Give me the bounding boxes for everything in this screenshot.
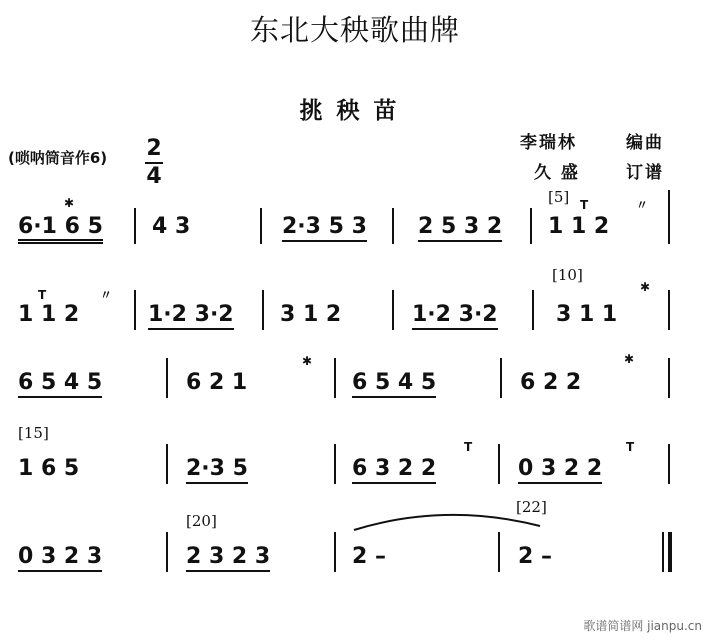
measure-label-22: [22] — [516, 498, 547, 516]
measure-notes: 6 5 4 5 — [352, 370, 436, 398]
ornament-t-icon: T — [464, 440, 473, 454]
measure-notes: 2 – — [352, 544, 386, 569]
measure — [280, 302, 341, 327]
measure — [186, 456, 248, 481]
measure-notes: 3 1 1 — [556, 302, 618, 327]
measure — [18, 370, 102, 395]
watermark: 歌谱简谱网 jianpu.cn — [583, 619, 702, 633]
measure-notes: 4 3 — [152, 214, 191, 239]
measure-notes: 2 3 2 3 — [186, 544, 270, 572]
barline — [166, 532, 168, 572]
measure — [152, 214, 190, 239]
final-barline — [668, 532, 672, 572]
measure-notes: 3 1 2 — [280, 302, 342, 327]
transcriber-name: 久 盛 — [534, 163, 580, 183]
ornament-star-icon: ✱ — [640, 280, 651, 294]
ornament-star-icon: ✱ — [302, 354, 313, 368]
barline — [166, 444, 168, 484]
barline — [530, 208, 532, 244]
song-title: 挑秧苗 — [299, 98, 411, 124]
measure — [282, 214, 367, 239]
barline — [134, 290, 136, 330]
measure — [18, 456, 79, 481]
measure — [352, 456, 436, 481]
barline — [532, 290, 534, 330]
barline — [334, 444, 336, 484]
measure — [186, 370, 247, 395]
ornament-t-icon: T — [580, 198, 589, 212]
barline — [262, 290, 264, 330]
barline — [134, 208, 136, 244]
measure — [18, 544, 102, 569]
barline — [668, 290, 670, 330]
measure — [548, 214, 609, 239]
measure — [18, 302, 79, 327]
measure — [18, 214, 103, 239]
barline — [668, 444, 670, 484]
measure-notes: 1·2 3·2 — [412, 302, 498, 330]
time-signature-bottom: 4 — [146, 164, 162, 189]
barline — [334, 532, 336, 572]
transcriber-role: 订谱 — [626, 163, 664, 183]
measure-notes: 2 5 3 2 — [418, 214, 502, 242]
ornament-trill-icon: 〃 — [636, 198, 649, 212]
measure-notes: 2·3 5 3 — [282, 214, 367, 242]
tie-arc — [350, 510, 550, 540]
barline — [334, 358, 336, 398]
measure-label-5: [5] — [548, 188, 570, 206]
ornament-star-icon: ✱ — [624, 352, 635, 366]
measure-label-15: [15] — [18, 424, 49, 442]
measure — [518, 456, 602, 481]
measure — [556, 302, 617, 327]
barline — [500, 358, 502, 398]
measure-notes: 6 5 4 5 — [18, 370, 102, 398]
barline — [668, 190, 670, 244]
measure — [148, 302, 234, 327]
measure-notes: 0 3 2 3 — [18, 544, 102, 572]
measure-notes: 1 1 2 — [548, 214, 610, 239]
measure-notes: 6 2 1 — [186, 370, 248, 395]
measure-notes: 6 2 2 — [520, 370, 582, 395]
arranger-name: 李瑞林 — [520, 133, 577, 153]
measure-notes: 6 3 2 2 — [352, 456, 436, 484]
measure — [412, 302, 498, 327]
barline — [260, 208, 262, 244]
barline — [392, 290, 394, 330]
time-signature-top: 2 — [146, 136, 162, 161]
measure — [518, 544, 552, 569]
ornament-t-icon: T — [38, 288, 47, 302]
measure — [352, 370, 436, 395]
ornament-t-icon: T — [626, 440, 635, 454]
measure-notes: 6·1 6 5 — [18, 214, 103, 244]
measure-notes: 2 – — [518, 544, 552, 569]
song-collection-title: 东北大秧歌曲牌 — [249, 13, 460, 47]
ornament-star-icon: ✱ — [64, 196, 75, 210]
measure-notes: 1·2 3·2 — [148, 302, 234, 330]
ornament-trill-icon: 〃 — [100, 288, 113, 302]
measure-notes: 1 6 5 — [18, 456, 80, 481]
measure — [186, 544, 270, 569]
measure-notes: 2·3 5 — [186, 456, 248, 484]
barline — [166, 358, 168, 398]
key-signature: (唢呐筒音作6) — [8, 149, 108, 167]
measure-label-20: [20] — [186, 512, 217, 530]
barline — [668, 358, 670, 398]
measure-label-10: [10] — [552, 266, 583, 284]
measure-notes: 1 1 2 — [18, 302, 80, 327]
barline — [662, 532, 664, 572]
barline — [392, 208, 394, 244]
measure — [520, 370, 581, 395]
measure-notes: 0 3 2 2 — [518, 456, 602, 484]
measure — [418, 214, 502, 239]
arranger-role: 编曲 — [626, 133, 664, 153]
barline — [498, 444, 500, 484]
time-signature — [145, 138, 163, 188]
measure — [352, 544, 386, 569]
